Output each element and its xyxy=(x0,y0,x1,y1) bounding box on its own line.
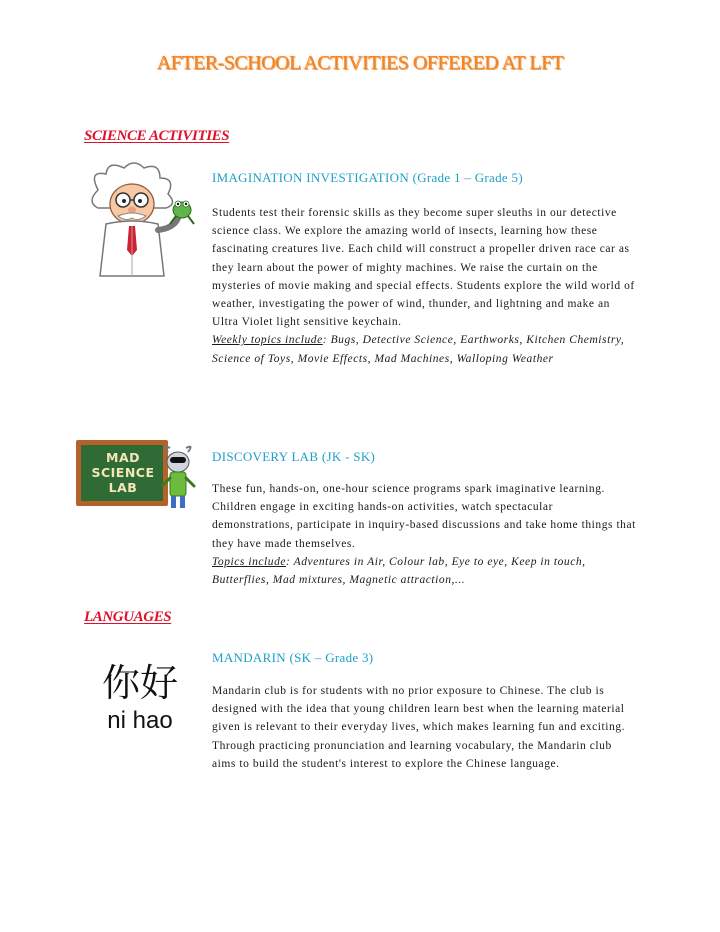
ni-hao-hanzi: 你好 xyxy=(101,661,178,705)
activity-description-text: Students test their forensic skills as they become super sleuths in our detective science class. We explore the amazing world of insects, learning how these fascinating creatures live. Each child will construct a propeller driven race car as they learn about the power of mighty machines. We raise the curtain on the mysteries of movie making and special effects. Students explore the wild world of weather, investigating the power of wind, thunder, and lightning and make an Ultra Violet light sensitive keychain. xyxy=(212,207,635,329)
scientist-illustration xyxy=(78,160,196,278)
ni-hao-illustration xyxy=(90,660,190,736)
activity-title-discovery-lab: DISCOVERY LAB (JK - SK) xyxy=(212,449,376,464)
section-heading-science: SCIENCE ACTIVITIES xyxy=(84,128,230,144)
activity-title-imagination-investigation: IMAGINATION INVESTIGATION (Grade 1 – Grade 5) xyxy=(212,170,523,185)
ni-hao-pinyin: ni hao xyxy=(107,707,173,734)
section-heading-languages: LANGUAGES xyxy=(84,609,172,625)
activity-description-text: These fun, hands-on, one-hour science programs spark imaginative learning. Children engage in exciting hands-on activities, watch spectacular demonstrations, participate in inquiry-based discussions and take home things that they have made themselves. xyxy=(212,483,636,550)
chalkboard-text: MAD SCIENCE LAB xyxy=(91,450,155,495)
topics-label: Topics include xyxy=(212,555,287,568)
activity-title-mandarin: MANDARIN (SK – Grade 3) xyxy=(212,650,374,665)
activity-description-discovery-lab xyxy=(212,480,637,589)
activity-description-mandarin: Mandarin club is for students with no prior exposure to Chinese. The club is designed with the idea that young children learn best when the learning material given is relevant to their everyday lives, which makes learning fun and exciting. Through practicing pronunciation and learning vocabulary, the Mandarin club aims to build the student's interest to explore the Chinese language. xyxy=(212,685,626,770)
page-title: AFTER-SCHOOL ACTIVITIES OFFERED AT LFT xyxy=(156,52,564,74)
activity-description-imagination-investigation xyxy=(212,204,637,368)
topics-list: : Adventures in Air, Colour lab, Eye to eye, Keep in touch, Butterflies, Mad mixtures, Magnetic attraction,... xyxy=(212,555,586,587)
topics-list: : Bugs, Detective Science, Earthworks, Kitchen Chemistry, Science of Toys, Movie Effects, Mad Machines, Walloping Weather xyxy=(212,334,625,365)
topics-label: Weekly topics include xyxy=(212,334,323,347)
